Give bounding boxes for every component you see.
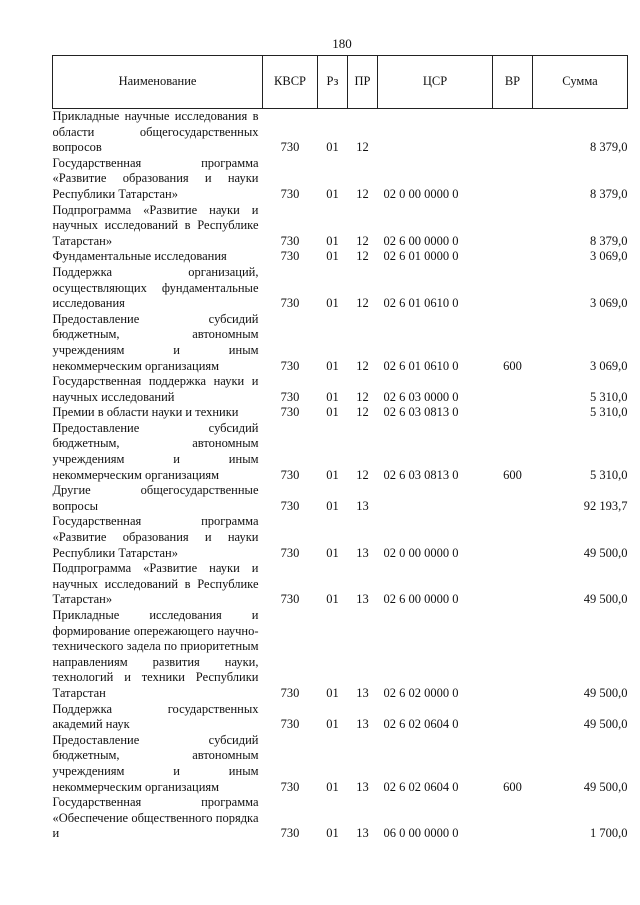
row-vr: [493, 608, 533, 702]
table-row: [53, 203, 628, 250]
table-row: [53, 405, 628, 421]
row-sum: 49 500,0: [583, 592, 628, 607]
table-row: [53, 156, 628, 203]
row-kvsr: 730: [280, 358, 300, 373]
table-row: [53, 421, 628, 483]
table-row: [53, 795, 628, 842]
row-rz: 01: [326, 186, 339, 201]
header-kvsr: КВСР: [263, 56, 318, 109]
row-kvsr: 730: [280, 405, 300, 420]
row-sum: 8 379,0: [590, 233, 628, 248]
row-pr: 12: [356, 249, 369, 264]
row-pr: 13: [356, 779, 369, 794]
row-csr: 02 6 03 0000 0: [383, 389, 459, 404]
table-row: [53, 265, 628, 312]
row-csr: 02 0 00 0000 0: [383, 545, 459, 560]
row-name: Другие общегосударственные вопросы: [52, 483, 259, 513]
row-csr: 02 6 01 0610 0: [383, 358, 459, 373]
row-pr: 12: [356, 389, 369, 404]
row-rz: 01: [326, 296, 339, 311]
row-vr: [493, 109, 533, 156]
row-csr: 02 6 01 0610 0: [383, 296, 459, 311]
row-kvsr: 730: [280, 233, 300, 248]
row-sum: 3 069,0: [590, 249, 628, 264]
row-pr: 13: [356, 717, 369, 732]
row-name: Подпрограмма «Развитие науки и научных исследований в Республике Татарстан»: [52, 561, 259, 607]
row-pr: 13: [356, 545, 369, 560]
row-sum: 49 500,0: [583, 779, 628, 794]
row-name: Государственная поддержка науки и научных исследований: [52, 374, 259, 404]
row-rz: 01: [326, 389, 339, 404]
row-pr: 12: [356, 467, 369, 482]
row-csr: 02 6 00 0000 0: [383, 592, 459, 607]
row-vr: [493, 203, 533, 250]
row-kvsr: 730: [280, 140, 300, 155]
row-rz: 01: [326, 358, 339, 373]
row-kvsr: 730: [280, 717, 300, 732]
row-name: Государственная программа «Развитие образования и науки Республики Татарстан»: [52, 155, 259, 201]
row-vr: 600: [503, 779, 522, 794]
row-csr: 02 0 00 0000 0: [383, 186, 459, 201]
row-name: Фундаментальные исследования: [52, 249, 227, 264]
row-kvsr: 730: [280, 685, 300, 700]
header-pr: ПР: [348, 56, 378, 109]
page-number: 180: [332, 36, 352, 51]
row-vr: [493, 405, 533, 421]
header-vr: ВР: [493, 56, 533, 109]
row-kvsr: 730: [280, 498, 300, 513]
row-rz: 01: [326, 405, 339, 420]
row-rz: 01: [326, 685, 339, 700]
row-name: Премии в области науки и техники: [52, 405, 239, 420]
row-rz: 01: [326, 717, 339, 732]
table-row: [53, 109, 628, 156]
row-vr: 600: [503, 358, 522, 373]
table-row: [53, 483, 628, 514]
row-sum: 49 500,0: [583, 685, 628, 700]
header-row: [53, 56, 628, 109]
row-sum: 1 700,0: [590, 826, 628, 841]
row-pr: 12: [356, 233, 369, 248]
row-vr: [493, 514, 533, 561]
table-row: [53, 561, 628, 608]
row-rz: 01: [326, 826, 339, 841]
row-pr: 12: [356, 186, 369, 201]
row-kvsr: 730: [280, 296, 300, 311]
table-row: [53, 312, 628, 374]
row-rz: 01: [326, 140, 339, 155]
row-rz: 01: [326, 467, 339, 482]
table-row: [53, 249, 628, 265]
table-row: [53, 702, 628, 733]
row-name: Предоставление субсидий бюджетным, автономным учреждениям и иным некоммерческим организациям: [52, 420, 259, 482]
row-rz: 01: [326, 545, 339, 560]
table-row: [53, 608, 628, 702]
row-sum: 3 069,0: [590, 296, 628, 311]
row-sum: 49 500,0: [583, 717, 628, 732]
row-pr: 13: [356, 498, 369, 513]
row-pr: 13: [356, 826, 369, 841]
row-name: Поддержка государственных академий наук: [52, 701, 259, 732]
row-sum: 3 069,0: [590, 358, 628, 373]
row-csr: 06 0 00 0000 0: [383, 826, 459, 841]
row-pr: 13: [356, 592, 369, 607]
row-name: Поддержка организаций, осуществляющих фундаментальные исследования: [52, 264, 259, 311]
row-pr: 12: [356, 296, 369, 311]
table-row: [53, 514, 628, 561]
row-vr: [493, 483, 533, 514]
row-name: Подпрограмма «Развитие науки и научных исследований в Республике Татарстан»: [52, 202, 259, 248]
table-row: [53, 733, 628, 795]
row-csr: 02 6 01 0000 0: [383, 249, 459, 264]
row-name: Предоставление субсидий бюджетным, автономным учреждениям и иным некоммерческим организациям: [52, 732, 259, 794]
header-name: Наименование: [53, 56, 263, 109]
row-vr: [493, 561, 533, 608]
row-kvsr: 730: [280, 389, 300, 404]
row-name: Предоставление субсидий бюджетным, автономным учреждениям и иным некоммерческим организациям: [52, 311, 259, 373]
budget-table: [52, 55, 628, 842]
row-pr: 13: [356, 685, 369, 700]
table-row: [53, 374, 628, 405]
row-vr: 600: [503, 467, 522, 482]
row-kvsr: 730: [280, 249, 300, 264]
row-vr: [493, 702, 533, 733]
row-vr: [493, 265, 533, 312]
row-csr: 02 6 00 0000 0: [383, 233, 459, 248]
header-sum: Сумма: [533, 56, 628, 109]
row-sum: 5 310,0: [590, 467, 628, 482]
row-pr: 12: [356, 140, 369, 155]
row-rz: 01: [326, 233, 339, 248]
row-name: Государственная программа «Развитие образования и науки Республики Татарстан»: [52, 514, 259, 560]
row-rz: 01: [326, 592, 339, 607]
row-pr: 12: [356, 405, 369, 420]
row-name: Прикладные научные исследования в области общегосударственных вопросов: [52, 109, 259, 155]
row-csr: [378, 483, 493, 514]
row-vr: [493, 795, 533, 842]
row-csr: 02 6 03 0813 0: [383, 467, 459, 482]
row-pr: 12: [356, 358, 369, 373]
row-csr: 02 6 02 0604 0: [383, 717, 459, 732]
row-name: Государственная программа «Обеспечение общественного порядка и: [52, 795, 259, 841]
header-rz: Рз: [318, 56, 348, 109]
row-rz: 01: [326, 779, 339, 794]
row-csr: 02 6 03 0813 0: [383, 405, 459, 420]
row-vr: [493, 249, 533, 265]
row-vr: [493, 156, 533, 203]
row-sum: 8 379,0: [590, 140, 628, 155]
row-kvsr: 730: [280, 592, 300, 607]
row-kvsr: 730: [280, 186, 300, 201]
row-sum: 8 379,0: [590, 186, 628, 201]
row-sum: 49 500,0: [583, 545, 628, 560]
row-sum: 5 310,0: [590, 389, 628, 404]
row-kvsr: 730: [280, 826, 300, 841]
header-csr: ЦСР: [378, 56, 493, 109]
row-kvsr: 730: [280, 467, 300, 482]
row-csr: [378, 109, 493, 156]
row-sum: 5 310,0: [590, 405, 628, 420]
row-csr: 02 6 02 0604 0: [383, 779, 459, 794]
row-name: Прикладные исследования и формирование опережающего научно-технического задела по приоритетным направлениям развития науки, технологий и техники Республики Татарстан: [52, 608, 259, 700]
row-vr: [493, 374, 533, 405]
row-rz: 01: [326, 498, 339, 513]
row-sum: 92 193,7: [583, 498, 628, 513]
row-csr: 02 6 02 0000 0: [383, 685, 459, 700]
row-rz: 01: [326, 249, 339, 264]
row-kvsr: 730: [280, 779, 300, 794]
row-kvsr: 730: [280, 545, 300, 560]
